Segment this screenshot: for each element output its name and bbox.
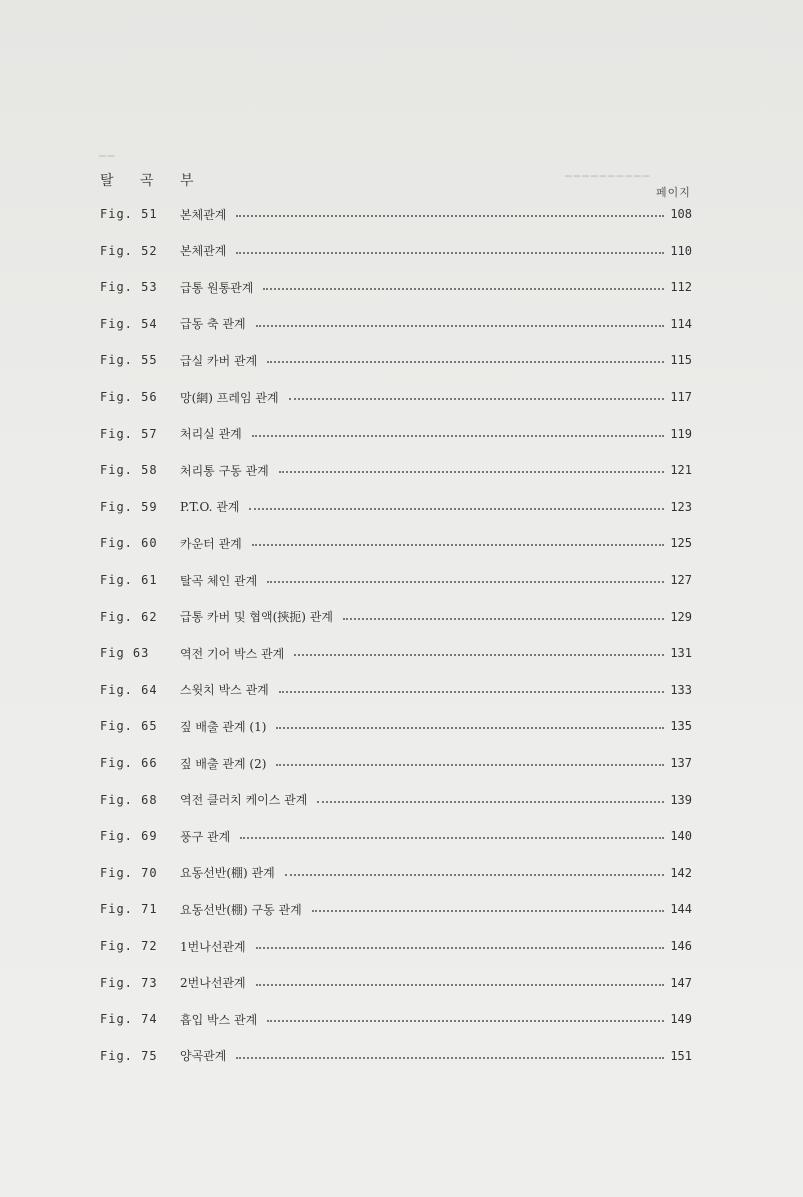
page-number: 114	[670, 316, 692, 331]
dot-leader	[256, 947, 664, 949]
dot-leader	[252, 544, 664, 546]
page-column-header: 페이지	[656, 186, 691, 199]
page-number: 135	[670, 719, 692, 734]
dot-leader	[279, 691, 664, 693]
toc-entry	[100, 934, 692, 958]
page-number: 117	[670, 390, 692, 404]
entry-title: 요동선반(棚) 관계	[180, 866, 275, 881]
page-number: 119	[670, 426, 692, 441]
dot-leader	[294, 654, 664, 656]
toc-entry	[100, 495, 692, 519]
dot-leader	[279, 471, 664, 473]
dot-leader	[249, 508, 664, 510]
figure-number: Fig. 55	[100, 353, 158, 368]
figure-number: Fig. 74	[100, 1012, 158, 1027]
page-number: 123	[670, 499, 692, 514]
toc-entry	[100, 714, 692, 738]
page-number: 125	[670, 536, 692, 551]
bleed-through-text: ━━━━━━━━━━	[565, 170, 652, 183]
figure-number: Fig. 75	[100, 1048, 158, 1063]
toc-entry	[100, 1007, 692, 1031]
entry-title: 양곡관계	[180, 1049, 227, 1064]
entry-title: P.T.O. 관계	[180, 500, 240, 515]
toc-entry	[100, 202, 692, 226]
figure-number: Fig. 66	[100, 756, 158, 770]
page-number: 121	[670, 463, 692, 478]
entry-title: 짚 배출 관계 (1)	[180, 719, 267, 734]
page-number: 129	[670, 609, 692, 624]
toc-entry	[100, 751, 692, 775]
figure-number: Fig. 73	[100, 975, 158, 990]
page-number: 140	[670, 829, 692, 844]
toc-entry	[100, 641, 692, 665]
page-number: 110	[670, 243, 692, 258]
toc-entry	[100, 568, 692, 592]
entry-title: 처리통 구동 관계	[180, 463, 269, 478]
dot-leader	[263, 288, 664, 290]
page-number: 149	[670, 1012, 692, 1027]
toc-entry	[100, 678, 692, 702]
figure-number: Fig. 53	[100, 280, 158, 295]
page-number: 151	[670, 1048, 692, 1063]
dot-leader	[289, 398, 664, 400]
page-number: 146	[670, 939, 692, 953]
toc-entry	[100, 348, 692, 372]
toc-entry	[100, 1044, 692, 1068]
figure-number: Fig. 71	[100, 902, 158, 917]
dot-leader	[343, 618, 664, 620]
entry-title: 흡입 박스 관계	[180, 1012, 258, 1027]
bleed-through-text: ━━	[99, 150, 117, 163]
toc-entry	[100, 531, 692, 555]
page-number: 144	[670, 902, 692, 917]
entry-title: 카운터 관계	[180, 536, 242, 551]
toc-entry	[100, 239, 692, 263]
dot-leader	[276, 727, 664, 729]
entry-title: 역전 기어 박스 관계	[180, 646, 285, 661]
page-number: 131	[670, 646, 692, 661]
toc-entry	[100, 275, 692, 299]
figure-number: Fig. 56	[100, 390, 158, 404]
entry-title: 급실 카버 관계	[180, 353, 258, 368]
figure-number: Fig. 61	[100, 573, 158, 587]
page-number: 147	[670, 975, 692, 990]
toc-entry	[100, 458, 692, 482]
entry-title: 탈곡 체인 관계	[180, 573, 258, 588]
entry-title: 본체관계	[180, 207, 227, 222]
entry-title: 급통 원통관계	[180, 280, 254, 295]
figure-number: Fig 63	[100, 646, 150, 661]
figure-number: Fig. 72	[100, 939, 158, 953]
dot-leader	[267, 1020, 664, 1022]
figure-number: Fig. 57	[100, 426, 158, 441]
page-number: 112	[670, 280, 692, 295]
page-number: 115	[670, 353, 692, 368]
toc-entry	[100, 971, 692, 995]
page-number: 127	[670, 573, 692, 587]
toc-entry	[100, 312, 692, 336]
entry-title: 스윗치 박스 관계	[180, 683, 269, 698]
dot-leader	[236, 1057, 664, 1059]
figure-number: Fig. 62	[100, 609, 158, 624]
entry-title: 1번나선관계	[180, 939, 246, 954]
page-number: 137	[670, 756, 692, 770]
figure-number: Fig. 58	[100, 463, 158, 478]
figure-number: Fig. 68	[100, 792, 158, 807]
entry-title: 망(網) 프레임 관계	[180, 390, 279, 405]
figure-number: Fig. 64	[100, 682, 158, 697]
dot-leader	[236, 252, 664, 254]
page-number: 139	[670, 792, 692, 807]
toc-entry	[100, 385, 692, 409]
figure-number: Fig. 51	[100, 207, 158, 221]
section-title: 탈 곡 부	[100, 173, 205, 189]
toc-entry	[100, 824, 692, 848]
entry-title: 2번나선관계	[180, 976, 246, 991]
entry-title: 급동 축 관계	[180, 317, 246, 332]
dot-leader	[236, 215, 664, 217]
dot-leader	[256, 325, 664, 327]
figure-number: Fig. 70	[100, 865, 158, 880]
figure-number: Fig. 54	[100, 316, 158, 331]
dot-leader	[317, 801, 664, 803]
figure-number: Fig. 59	[100, 499, 158, 514]
toc-entry	[100, 861, 692, 885]
page-number: 142	[670, 865, 692, 880]
toc-entry	[100, 897, 692, 921]
dot-leader	[267, 361, 664, 363]
dot-leader	[256, 984, 664, 986]
dot-leader	[276, 764, 664, 766]
entry-title: 풍구 관계	[180, 829, 231, 844]
figure-number: Fig. 65	[100, 719, 158, 734]
entry-title: 본체관계	[180, 244, 227, 259]
figure-number: Fig. 60	[100, 536, 158, 551]
toc-entry	[100, 422, 692, 446]
dot-leader	[240, 837, 664, 839]
dot-leader	[285, 874, 664, 876]
page-number: 108	[670, 207, 692, 221]
entry-title: 역전 클러치 케이스 관계	[180, 793, 308, 808]
toc-entry	[100, 605, 692, 629]
toc-entry	[100, 788, 692, 812]
dot-leader	[252, 435, 664, 437]
dot-leader	[267, 581, 664, 583]
entry-title: 짚 배출 관계 (2)	[180, 756, 267, 771]
figure-number: Fig. 69	[100, 829, 158, 844]
dot-leader	[312, 910, 664, 912]
page-number: 133	[670, 682, 692, 697]
entry-title: 처리실 관계	[180, 427, 242, 442]
entry-title: 급통 카버 및 협액(挾扼) 관계	[180, 610, 333, 625]
entry-title: 요동선반(棚) 구동 관계	[180, 902, 302, 917]
figure-number: Fig. 52	[100, 243, 158, 258]
